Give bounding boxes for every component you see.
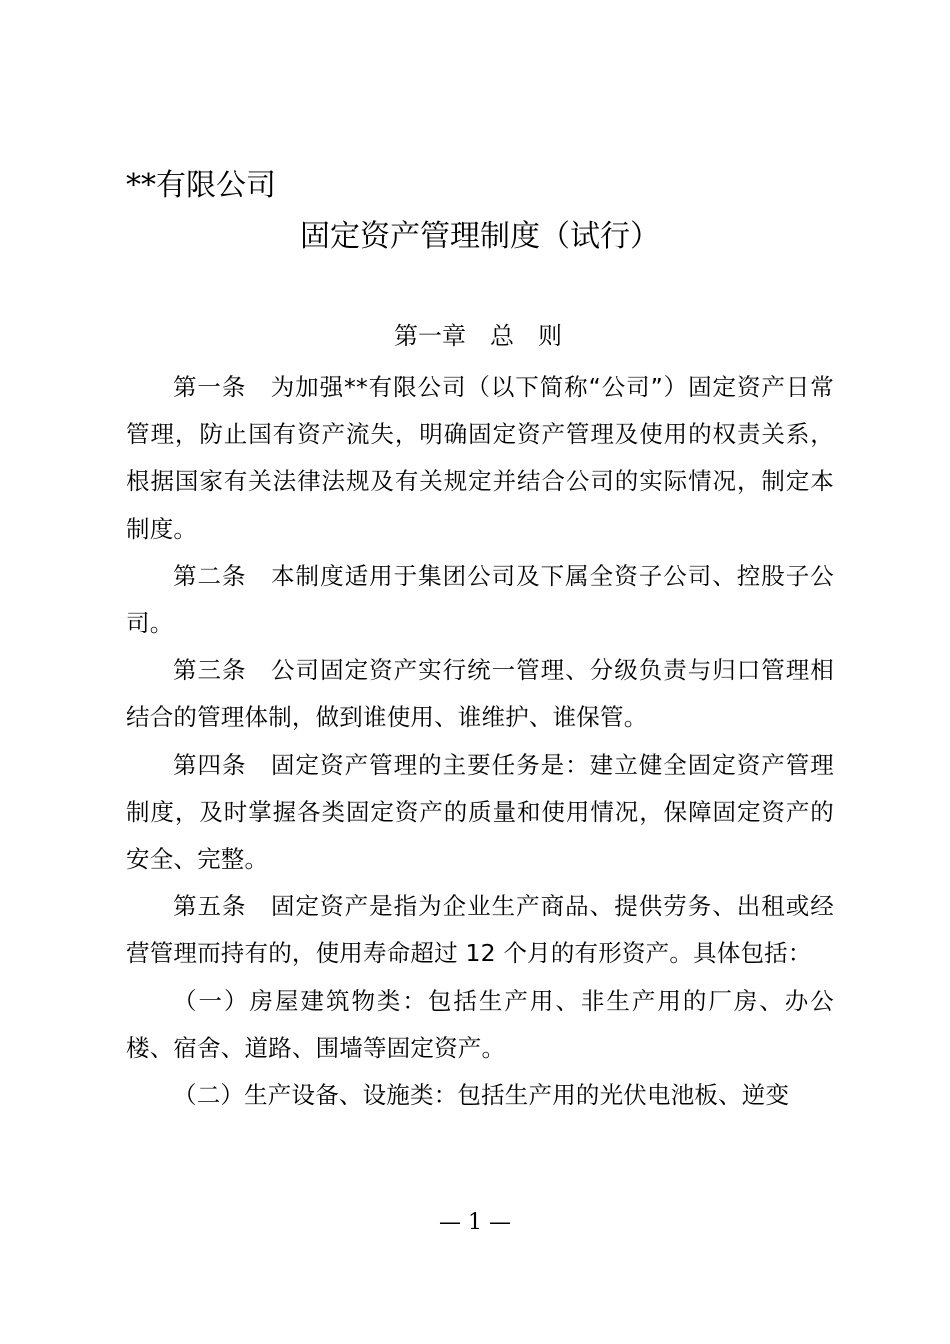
article-label: 第二条 (173, 561, 272, 590)
article-1 (126, 364, 834, 553)
page-number: — 1 — (439, 1210, 511, 1235)
company-name: **有限公司 (126, 168, 276, 203)
article-text: 公司固定资产实行统一管理、分级负责与归口管理相结合的管理体制，做到谁使用、谁维护、谁保管。 (126, 656, 834, 732)
article-label: 第一条 (173, 373, 271, 401)
article-text: 本制度适用于集团公司及下属全资子公司、控股子公司。 (126, 561, 834, 638)
chapter-heading: 第一章 总 则 (394, 322, 562, 350)
article-label: 第五条 (173, 892, 272, 921)
list-item-1: （一）房屋建筑物类：包括生产用、非生产用的厂房、办公楼、宿舍、道路、围墙等固定资产。 (126, 986, 834, 1062)
document-title: 固定资产管理制度（试行） (300, 219, 660, 254)
article-text: 为加强**有限公司（以下简称“公司”）固定资产日常管理，防止国有资产流失，明确固定资产管理及使用的权责关系，根据国家有关法律法规及有关规定并结合公司的实际情况，制定本制度。 (126, 373, 834, 543)
document-body (126, 364, 834, 1119)
article-label: 第三条 (173, 656, 272, 685)
article-5 (126, 883, 834, 977)
article-3 (126, 647, 834, 741)
article-2 (126, 553, 834, 647)
list-item-2: （二）生产设备、设施类：包括生产用的光伏电池板、逆变 (173, 1081, 790, 1110)
article-text: 固定资产是指为企业生产商品、提供劳务、出租或经营管理而持有的，使用寿命超过 12 个月的有形资产。具体包括： (126, 892, 834, 968)
article-label: 第四条 (173, 750, 272, 779)
article-4 (126, 742, 834, 884)
article-text: 固定资产管理的主要任务是：建立健全固定资产管理制度，及时掌握各类固定资产的质量和使用情况，保障固定资产的安全、完整。 (126, 750, 834, 874)
